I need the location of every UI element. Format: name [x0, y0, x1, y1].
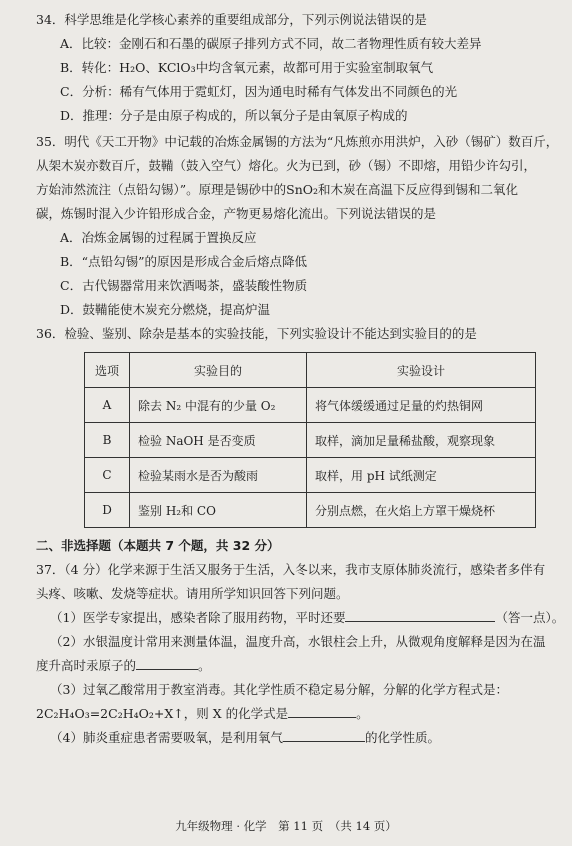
q36-table: [84, 352, 536, 528]
q37-part3-tail: 。: [356, 706, 369, 721]
row-design: 将气体缓缓通过足量的灼热铜网: [307, 388, 536, 423]
row-option: D: [85, 493, 130, 528]
row-design: 分别点燃，在火焰上方罩干燥烧杯: [307, 493, 536, 528]
q37-part4: [36, 726, 550, 750]
q37-part2-line1: （2）水银温度计常用来测量体温，温度升高，水银柱会上升，从微观角度解释是因为在温: [50, 634, 546, 649]
answer-blank-4[interactable]: [283, 727, 365, 742]
row-option: B: [85, 423, 130, 458]
row-goal: 除去 N₂ 中混有的少量 O₂: [130, 388, 307, 423]
q37-stem-line2: 头疼、咳嗽、发烧等症状。请用所学知识回答下列问题。: [36, 586, 349, 601]
question-34: [36, 8, 550, 128]
q37-part4-text: （4）肺炎重症患者需要吸氧，是利用氧气: [50, 730, 283, 745]
table-row: [85, 388, 536, 423]
q35-option-c: C．古代锡器常用来饮酒喝茶，盛装酸性物质: [60, 278, 308, 293]
q35-stem-line1: 35．明代《天工开物》中记载的冶炼金属锡的方法为“凡炼煎亦用洪炉，入砂（锡矿）数百斤，: [36, 134, 559, 149]
q35-stem-line4: 碳，炼锡时混入少许铅形成合金，产物更易熔化流出。下列说法错误的是: [36, 206, 437, 221]
answer-blank-2[interactable]: [136, 655, 198, 670]
q37-part3-line2: [36, 702, 550, 726]
q37-part3-text: 2C₂H₄O₃=2C₂H₄O₂+X↑，则 X 的化学式是: [36, 706, 289, 721]
q37-stem-line1: 37．（4 分）化学来源于生活又服务于生活，入冬以来，我市支原体肺炎流行，感染者多伴有: [36, 562, 546, 577]
q34-option-d: D．推理：分子是由原子构成的，所以氧分子是由氧原子构成的: [60, 108, 408, 123]
q37-part1-tail: （答一点）。: [495, 610, 565, 625]
q34-option-b: B．转化：H₂O、KClO₃中均含氧元素，故都可用于实验室制取氧气: [60, 60, 434, 75]
q37-part4-tail: 的化学性质。: [364, 730, 440, 745]
question-36: [36, 322, 550, 528]
answer-blank-1[interactable]: [345, 607, 495, 622]
q35-stem-line3: 方始沛然流注（点铅勾锡）”。原理是锡砂中的SnO₂和木炭在高温下反应得到锡和二氧化: [36, 182, 519, 197]
q37-part2-line2: [36, 654, 550, 678]
q35-option-a: A．冶炼金属锡的过程属于置换反应: [60, 230, 257, 245]
q35-option-d: D．鼓鞴能使木炭充分燃烧，提高炉温: [60, 302, 271, 317]
row-design: 取样，用 pH 试纸测定: [307, 458, 536, 493]
row-goal: 鉴别 H₂和 CO: [130, 493, 307, 528]
row-goal: 检验 NaOH 是否变质: [130, 423, 307, 458]
q34-stem: 34．科学思维是化学核心素养的重要组成部分，下列示例说法错误的是: [36, 12, 427, 27]
q35-option-b: B．“点铅勾锡”的原因是形成合金后熔点降低: [60, 254, 307, 269]
header-goal: 实验目的: [130, 353, 307, 388]
answer-blank-3[interactable]: [288, 703, 356, 718]
table-row: [85, 493, 536, 528]
q37-part1-text: （1）医学专家提出，感染者除了服用药物，平时还要: [50, 610, 346, 625]
q34-option-c: C．分析：稀有气体用于霓虹灯，因为通电时稀有气体发出不同颜色的光: [60, 84, 458, 99]
header-design: 实验设计: [307, 353, 536, 388]
header-option: 选项: [85, 353, 130, 388]
q36-stem: 36．检验、鉴别、除杂是基本的实验技能，下列实验设计不能达到实验目的的是: [36, 326, 477, 341]
question-35: [36, 130, 559, 322]
row-option: A: [85, 388, 130, 423]
question-37: [36, 558, 565, 750]
q37-part1: [36, 606, 565, 630]
table-row: [85, 423, 536, 458]
row-goal: 检验某雨水是否为酸雨: [130, 458, 307, 493]
q37-part2-text: 度升高时汞原子的: [36, 658, 137, 673]
row-option: C: [85, 458, 130, 493]
q37-part2-tail: 。: [198, 658, 211, 673]
row-design: 取样，滴加足量稀盐酸，观察现象: [307, 423, 536, 458]
table-row: [85, 458, 536, 493]
q35-stem-line2: 从架木炭亦数百斤，鼓鞴（鼓入空气）熔化。火为已到，砂（锡）不即熔，用铅少许勾引，: [36, 158, 537, 173]
table-header-row: [85, 353, 536, 388]
page-footer: 九年级物理 · 化学 第 11 页 （共 14 页）: [175, 819, 397, 833]
section-heading-nonchoice: 二、非选择题（本题共 7 个题，共 32 分）: [36, 538, 280, 553]
q37-part3-line1: （3）过氧乙酸常用于教室消毒。其化学性质不稳定易分解，分解的化学方程式是：: [50, 682, 508, 697]
q34-option-a: A．比较：金刚石和石墨的碳原子排列方式不同，故二者物理性质有较大差异: [60, 36, 482, 51]
